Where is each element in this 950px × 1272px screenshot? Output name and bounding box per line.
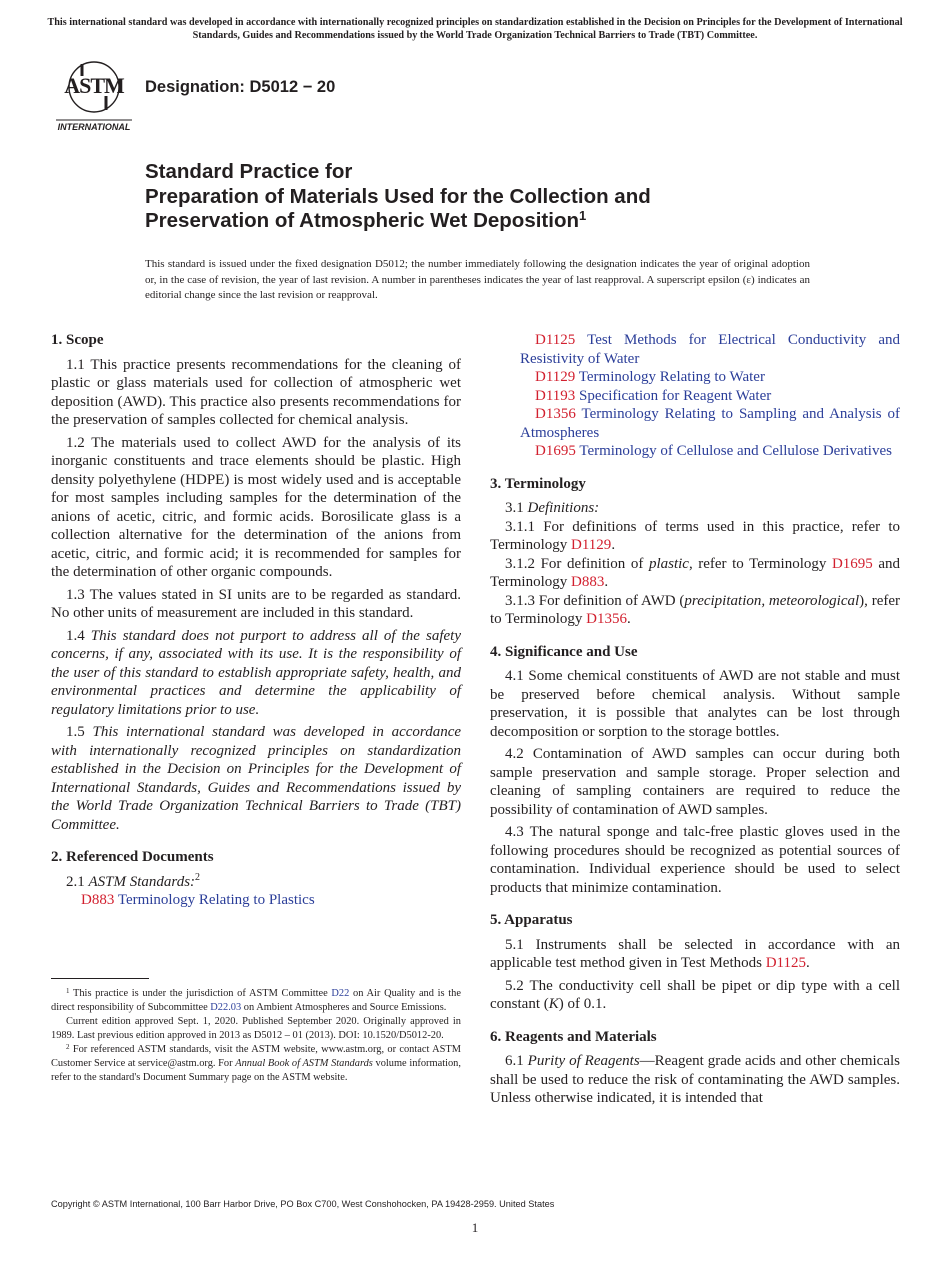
link-d1695[interactable]: D1695 bbox=[831, 555, 873, 572]
reference-code-link[interactable]: D883 bbox=[81, 892, 115, 908]
reference-title-link[interactable]: Specification for Reagent Water bbox=[579, 387, 772, 404]
paragraph-6-1: 6.1 Purity of Reagents—Reagent grade acids and other chemicals shall be used to reduce the risk of contaminating the AWD samples. Unless otherwise indicated, it is intended that bbox=[490, 1053, 900, 1106]
reference-item[interactable] bbox=[490, 368, 900, 387]
left-column bbox=[51, 331, 461, 910]
reference-item[interactable] bbox=[490, 387, 900, 406]
section-heading-apparatus: 5. Apparatus bbox=[490, 912, 573, 928]
right-column bbox=[490, 331, 900, 1108]
issued-note: This standard is issued under the fixed designation D5012; the number immediately following the designation indicates the year of original adoption or, in the case of revision, the year of last revision. A number in parentheses indicates the year of last reapproval. A superscript epsilon (ε) indicates an editorial change since the last revision or reapproval. bbox=[145, 258, 810, 301]
title-line-1: Standard Practice for bbox=[145, 160, 353, 183]
paragraph-1-4: 1.4 This standard does not purport to address all of the safety concerns, if any, associated with its use. It is the responsibility of the user of this standard to establish appropriate safety, health, and environmental practices and determine the applicability of regulatory limitations prior to use. bbox=[51, 627, 461, 718]
reference-item[interactable] bbox=[490, 442, 900, 461]
astm-logo bbox=[52, 56, 136, 134]
paragraph-1-5: 1.5 This international standard was developed in accordance with internationally recognized principles on standardization established in the Decision on Principles for the Development of International Standards, Guides and Recommendations issued by the World Trade Organization Technical Barriers to Trade (TBT) Committee. bbox=[51, 724, 462, 833]
reference-code-link[interactable]: D1129 bbox=[535, 369, 576, 385]
reference-code-link[interactable]: D1356 bbox=[535, 406, 576, 422]
footnote-divider bbox=[51, 978, 149, 979]
paragraph-5-1: 5.1 Instruments shall be selected in accordance with an applicable test method given in Test Methods D1125. bbox=[490, 936, 900, 971]
reference-title-link[interactable]: Terminology Relating to Water bbox=[578, 369, 765, 385]
footnote-1: $^1$ This practice is under the jurisdiction of ASTM Committee D22 on Air Quality and is the direct responsibility of Subcommittee D22.03 on Ambient Atmospheres and Source Emissions. bbox=[51, 987, 461, 1013]
link-d1125[interactable]: D1125 bbox=[765, 955, 806, 971]
document-title bbox=[145, 160, 865, 234]
reference-code-link[interactable]: D1695 bbox=[535, 443, 576, 459]
reference-item[interactable] bbox=[490, 405, 900, 442]
paragraph-3-1-1: 3.1.1 For definitions of terms used in this practice, refer to Terminology D1129. bbox=[490, 518, 900, 553]
svg-text:INTERNATIONAL: INTERNATIONAL bbox=[57, 122, 131, 132]
paragraph-5-2: 5.2 The conductivity cell shall be pipet or dip type with a cell constant (K) of 0.1. bbox=[490, 977, 900, 1012]
reference-item[interactable] bbox=[490, 331, 900, 368]
footnotes bbox=[51, 987, 461, 1085]
paragraph-3-1-2: 3.1.2 For definition of plastic, refer to Terminology D1695 and Terminology D883. bbox=[490, 555, 901, 590]
paragraph-4-2: 4.2 Contamination of AWD samples can occur during both sample preservation and sample storage. Proper selection and cleaning of sampling containers are required to reduce the possibility of contamination of AWD samples. bbox=[490, 746, 900, 818]
reference-title-link[interactable]: Terminology Relating to Sampling and Analysis of Atmospheres bbox=[520, 406, 900, 441]
section-heading-reagents: 6. Reagents and Materials bbox=[490, 1028, 657, 1045]
page-number: 1 bbox=[471, 1220, 479, 1235]
footnote-link-d22-03[interactable]: D22.03 bbox=[210, 1001, 242, 1013]
reference-title-link[interactable]: Terminology Relating to Plastics bbox=[117, 892, 315, 908]
footnote-2: $^2$ For referenced ASTM standards, visit the ASTM website, www.astm.org, or contact ASTM Customer Service at service@astm.org. For Annual Book of ASTM Standards volume information, refer to the standard's Document Summary page on the ASTM website. bbox=[51, 1043, 461, 1083]
title-line-2: Preparation of Materials Used for the Collection and bbox=[145, 184, 651, 208]
paragraph-4-3: 4.3 The natural sponge and talc-free plastic gloves used in the following procedures should be recognized as potential sources of contamination. Individual experience should be used to select products that minimize contamination. bbox=[490, 824, 900, 896]
edition-note: Current edition approved Sept. 1, 2020. Published September 2020. Originally approved in 1989. Last previous edition approved in 2013 as D5012 – 01 (2013). DOI: 10.1520/D5012-20. bbox=[51, 1016, 461, 1041]
section-heading-significance: 4. Significance and Use bbox=[490, 643, 638, 660]
reference-title-link[interactable]: Test Methods for Electrical Conductivity and Resistivity of Water bbox=[520, 332, 900, 367]
paragraph-4-1: 4.1 Some chemical constituents of AWD are not stable and must be preserved before chemical analysis. Without sample preservation, it is possible that analytes can be lost through decomposition or sorption to the storage bottles. bbox=[490, 668, 900, 740]
tbt-notice: This international standard was developed in accordance with internationally recognized principles on standardization established in the Decision on Principles for the Development of International Standards, Guides and Recommendations issued by the World Trade Organization Technical Barriers to Trade (TBT) Committee. bbox=[47, 17, 903, 41]
section-heading-referenced-documents: 2. Referenced Documents bbox=[51, 849, 214, 865]
paragraph-1-3: 1.3 The values stated in SI units are to be regarded as standard. No other units of measurement are included in this standard. bbox=[51, 586, 461, 621]
section-heading-scope: 1. Scope bbox=[51, 332, 104, 348]
copyright-notice: Copyright © ASTM International, 100 Barr Harbor Drive, PO Box C700, West Conshohocken, PA 19428-2959. United States bbox=[51, 1199, 555, 1209]
link-d883[interactable]: D883 bbox=[571, 574, 605, 590]
svg-text:ASTM: ASTM bbox=[64, 73, 124, 98]
paragraph-3-1: 3.1 Definitions: bbox=[505, 500, 600, 516]
reference-title-link[interactable]: Terminology of Cellulose and Cellulose Derivatives bbox=[579, 443, 892, 459]
paragraph-1-2: 1.2 The materials used to collect AWD for the analysis of its inorganic constituents and trace elements should be plastic. High density polyethylene (HDPE) is most widely used and is acceptable for most samples including samples for the determination of the anions of acetic, citric, and formic acids. Borosilicate glass is a collection alternative for the determination of the anions from acetic, citric, and formic acid; it is recommended for samples for the determination of other organic compounds. bbox=[51, 434, 461, 580]
title-footnote-mark: 1 bbox=[579, 208, 587, 223]
reference-item[interactable] bbox=[51, 891, 461, 910]
designation: Designation: D5012 − 20 bbox=[145, 78, 336, 96]
paragraph-2-1: 2.1 ASTM Standards:$^2$ bbox=[66, 871, 201, 890]
paragraph-3-1-3: 3.1.3 For definition of AWD (precipitation, meteorological), refer to Terminology D1356. bbox=[490, 592, 900, 627]
reference-code-link[interactable]: D1193 bbox=[535, 387, 576, 404]
title-line-3: Preservation of Atmospheric Wet Deposition$^1$ bbox=[145, 208, 587, 232]
footnote-link-d22[interactable]: D22 bbox=[331, 988, 350, 999]
paragraph-1-1: 1.1 This practice presents recommendations for the cleaning of plastic or glass materials used for collection of atmospheric wet deposition (AWD). This practice also presents recommendations for the preservation of samples collected for chemical analysis. bbox=[51, 356, 461, 428]
reference-code-link[interactable]: D1125 bbox=[535, 332, 576, 348]
link-d1129[interactable]: D1129 bbox=[571, 537, 612, 553]
section-heading-terminology: 3. Terminology bbox=[490, 475, 586, 492]
link-d1356[interactable]: D1356 bbox=[586, 611, 628, 627]
